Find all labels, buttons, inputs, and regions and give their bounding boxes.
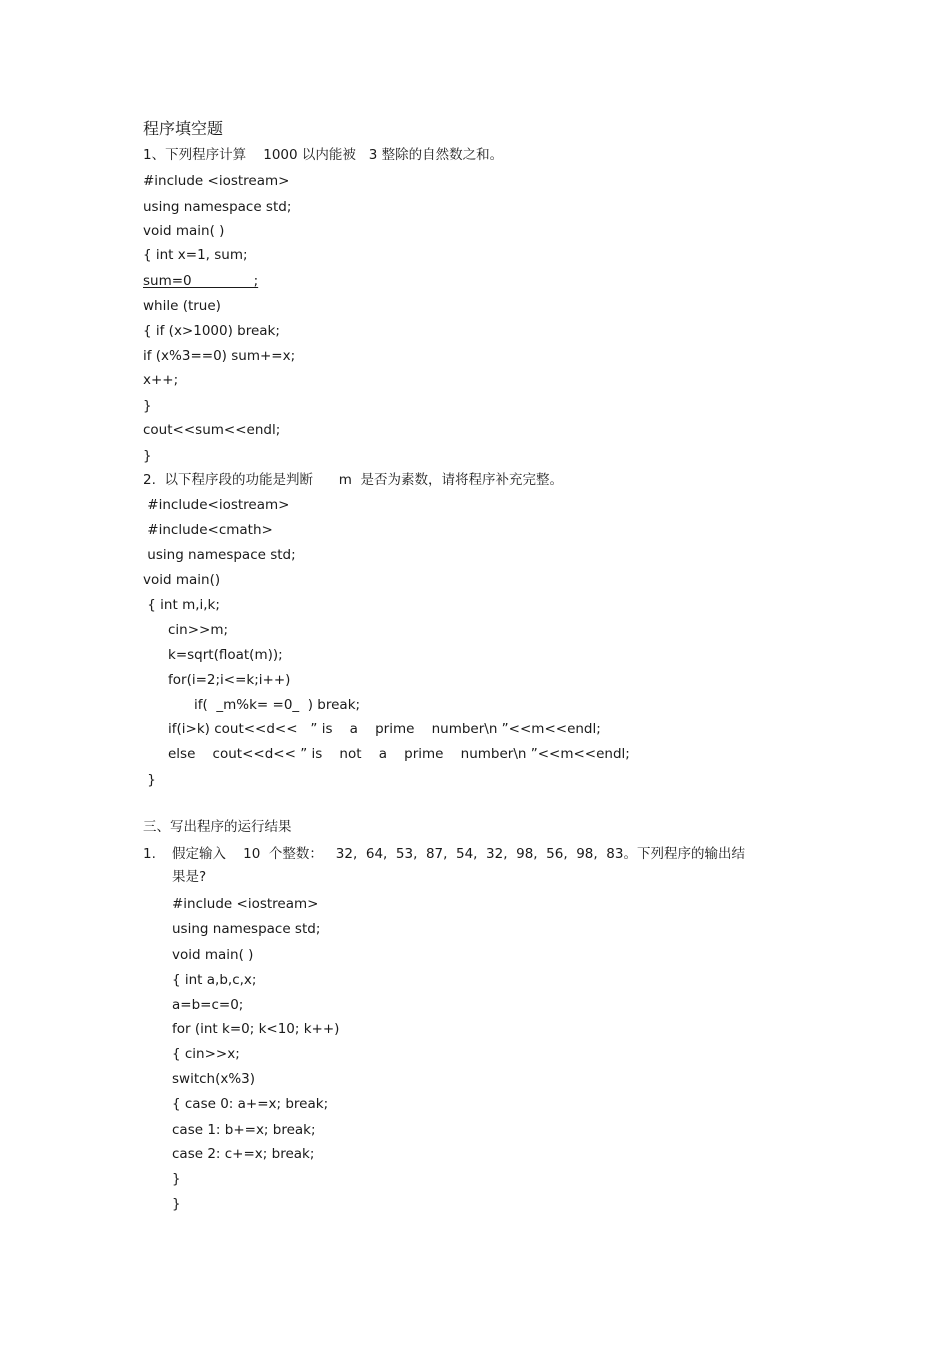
code-line-blank-answer: sum=0___ ___; (143, 273, 259, 289)
question-prompt-continued: 果是? (172, 869, 207, 885)
question-1-prompt: 1、下列程序计算 1000 以内能被 3 整除的自然数之和。 (143, 147, 504, 163)
code-line: } (143, 398, 152, 414)
code-line: { if (x>1000) break; (143, 323, 280, 339)
code-line: { int x=1, sum; (143, 247, 248, 263)
question-number: 1. (143, 846, 156, 862)
code-line: switch(x%3) (172, 1071, 256, 1087)
code-line: x++; (143, 372, 179, 388)
code-line: for(i=2;i<=k;i++) (168, 672, 291, 688)
code-line: else cout<<d<< ” is not a prime number\n ”<<m<<endl; (168, 746, 630, 762)
question-2-prompt: 2. 以下程序段的功能是判断 m 是否为素数，请将程序补充完整。 (143, 472, 563, 488)
code-line: #include<cmath> (143, 522, 273, 538)
code-line: #include<iostream> (143, 497, 290, 513)
code-line: using namespace std; (172, 921, 321, 937)
code-line: void main() (143, 572, 221, 588)
code-line: } (143, 772, 156, 788)
code-line: { cin>>x; (172, 1046, 240, 1062)
code-line: void main( ) (172, 947, 254, 963)
code-line: { int m,i,k; (143, 597, 220, 613)
question-prompt: 假定输入 10 个整数： 32, 64, 53, 87, 54, 32, 98, 56, 98, 83。下列程序的输出结 (172, 846, 745, 862)
code-line: k=sqrt(float(m)); (168, 647, 283, 663)
code-line: } (172, 1196, 181, 1212)
code-line: using namespace std; (143, 547, 296, 563)
code-line: case 2: c+=x; break; (172, 1146, 315, 1162)
code-line: while (true) (143, 298, 221, 314)
code-line: for (int k=0; k<10; k++) (172, 1021, 340, 1037)
code-line: cin>>m; (168, 622, 229, 638)
code-line: { case 0: a+=x; break; (172, 1096, 329, 1112)
code-line: } (172, 1171, 181, 1187)
code-line: using namespace std; (143, 199, 292, 215)
code-line: a=b=c=0; (172, 997, 244, 1013)
code-line: #include <iostream> (143, 173, 290, 189)
code-line: #include <iostream> (172, 896, 319, 912)
code-line: cout<<sum<<endl; (143, 422, 281, 438)
code-line: void main( ) (143, 223, 225, 239)
code-line: case 1: b+=x; break; (172, 1122, 316, 1138)
section-title: 三、写出程序的运行结果 (143, 819, 292, 835)
code-line: if (x%3==0) sum+=x; (143, 348, 296, 364)
code-line: if(i>k) cout<<d<< ” is a prime number\n ”<<m<<endl; (168, 721, 601, 737)
code-line: { int a,b,c,x; (172, 972, 257, 988)
code-line-blank-answer: if( _m%k= =0_ ) break; (194, 697, 361, 713)
section-title: 程序填空题 (143, 119, 224, 138)
code-line: } (143, 448, 152, 464)
